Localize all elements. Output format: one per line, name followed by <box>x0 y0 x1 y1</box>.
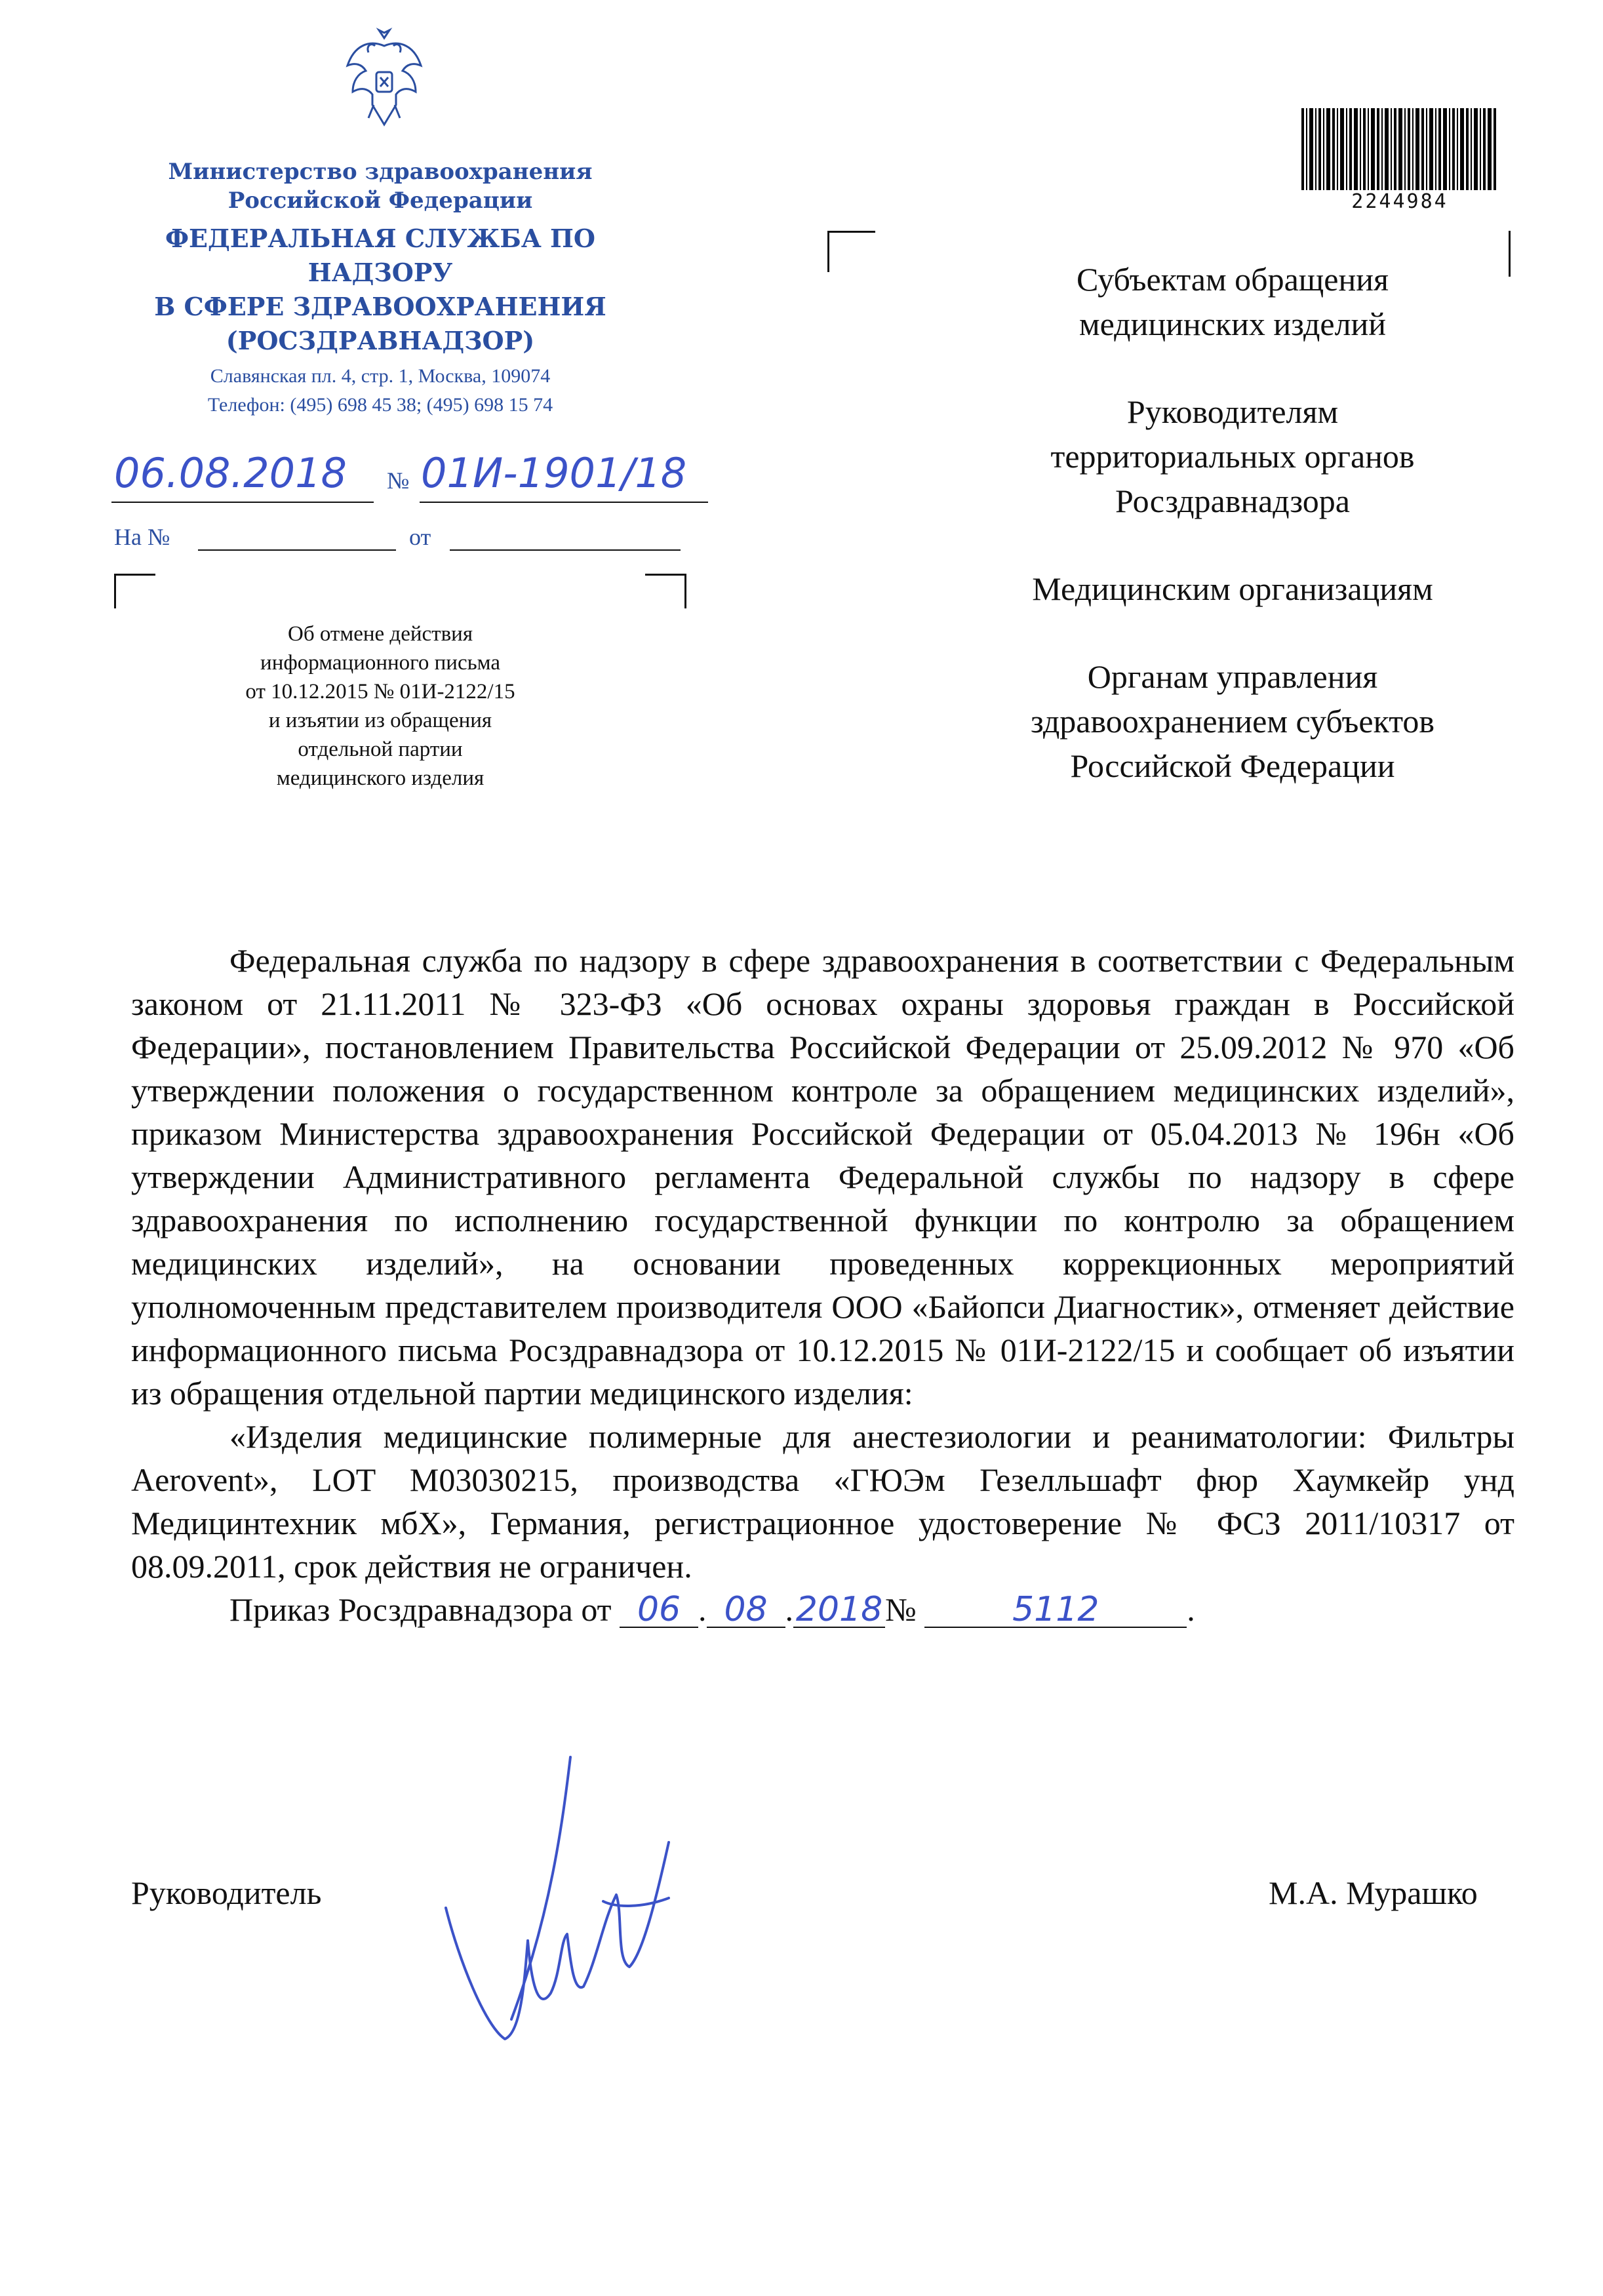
body-paragraph: «Изделия медицинские полимерные для анестезиологии и реаниматологии: Фильтры Aerovent», LOT M03030215, производства «ГЮЭм Гезелльшафт фюр Хаумкейр унд Медицинтехник мбХ», Германия, регистрационное удостоверение № ФСЗ 2011/10317 от 08.09.2011, срок действия не ограничен. <box>131 1418 1514 1585</box>
recipient-line: здравоохранением субъектов <box>1030 703 1435 740</box>
letter-subject <box>170 620 590 793</box>
order-year: 2018 <box>793 1593 885 1628</box>
reference-number-blank <box>198 549 396 551</box>
service-line: ФЕДЕРАЛЬНАЯ СЛУЖБА ПО НАДЗОРУ <box>165 224 596 287</box>
ministry-line: Российской Федерации <box>228 188 533 214</box>
order-suffix: . <box>1187 1591 1195 1628</box>
subject-line: и изъятии из обращения <box>268 709 492 732</box>
recipient <box>905 654 1560 788</box>
recipient-line: Органам управления <box>1087 658 1378 695</box>
order-day: 06 <box>620 1593 698 1628</box>
subject-line: отдельной партии <box>298 738 463 761</box>
registration-number-sign: № <box>387 467 410 494</box>
barcode-number: 2244984 <box>1351 190 1448 213</box>
recipient-line: Руководителям <box>1126 393 1339 430</box>
registration-number-underline <box>420 502 708 503</box>
body-paragraph: Федеральная служба по надзору в сфере здравоохранения в соответствии с Федеральным законом от 21.11.2011 № 323-ФЗ «Об основах охраны здоровья граждан в Российской Федерации», постановлением Правительства Российской Федерации от 25.09.2012 № 970 «Об утверждении положения о государственном контроле за обращением медицинских изделий», приказом Министерства здравоохранения Российской Федерации от 05.04.2013 № 196н «Об утверждении Административного регламента Федеральной службы по надзору в сфере здравоохранения по исполнению государственной функции по контролю за обращением медицинских изделий», на основании проведенных коррекционных мероприятий уполномоченным представителем производителя ООО «Байопси Диагностик», отменяет действие информационного письма Росздравнадзора от 10.12.2015 № 01И-2122/15 и сообщает об изъятии из обращения отдельной партии медицинского изделия: <box>131 942 1514 1412</box>
phone: Телефон: (495) 698 45 38; (495) 698 15 74 <box>207 394 553 416</box>
registration-date-underline <box>111 502 374 503</box>
order-dot: . <box>785 1591 794 1628</box>
registration-date: 06.08.2018 <box>114 449 347 497</box>
reference-number-label: На № <box>114 524 170 550</box>
subject-line: Об отмене действия <box>287 622 473 646</box>
coat-of-arms-emblem <box>342 26 426 131</box>
letter-body <box>131 939 1514 1631</box>
order-number-sign: № <box>885 1591 917 1628</box>
order-month: 08 <box>707 1593 785 1628</box>
subject-line: медицинского изделия <box>276 766 485 790</box>
signatory-name: М.А. Мурашко <box>1269 1874 1478 1911</box>
recipient-line: территориальных органов <box>1050 438 1415 475</box>
address-corner-top-left <box>827 231 875 272</box>
registration-number: 01И-1901/18 <box>421 449 687 497</box>
reference-date-label: от <box>409 524 431 550</box>
recipient-line: медицинских изделий <box>1079 306 1387 342</box>
service-line: (РОСЗДРАВНАДЗОР) <box>226 326 535 355</box>
order-number: 5112 <box>924 1593 1187 1628</box>
order-prefix: Приказ Росздравнадзора от <box>229 1591 612 1628</box>
service-line: В СФЕРЕ ЗДРАВООХРАНЕНИЯ <box>154 292 606 321</box>
subject-corner-top-right <box>645 574 686 608</box>
recipient-line: Медицинским организациям <box>1032 570 1433 607</box>
order-dot: . <box>698 1591 707 1628</box>
order-reference <box>131 1588 1514 1631</box>
recipient-line: Субъектам обращения <box>1077 261 1389 298</box>
ministry-line: Министерство здравоохранения <box>168 159 593 185</box>
recipient-line: Росздравнадзора <box>1115 483 1350 519</box>
recipients-block <box>905 257 1560 831</box>
reference-date-blank <box>450 549 681 551</box>
signatory-position: Руководитель <box>131 1874 322 1911</box>
recipient-line: Российской Федерации <box>1070 747 1395 784</box>
handwritten-signature <box>406 1744 682 2052</box>
address-block <box>98 362 662 420</box>
recipient <box>905 389 1560 523</box>
ministry-name <box>111 157 649 215</box>
recipient <box>905 566 1560 611</box>
recipient <box>905 257 1560 346</box>
subject-line: информационного письма <box>260 651 500 675</box>
subject-line: от 10.12.2015 № 01И-2122/15 <box>245 680 515 703</box>
service-name <box>98 222 662 358</box>
address: Славянская пл. 4, стр. 1, Москва, 109074 <box>210 365 551 387</box>
subject-corner-top-left <box>114 574 155 608</box>
barcode <box>1301 108 1498 190</box>
